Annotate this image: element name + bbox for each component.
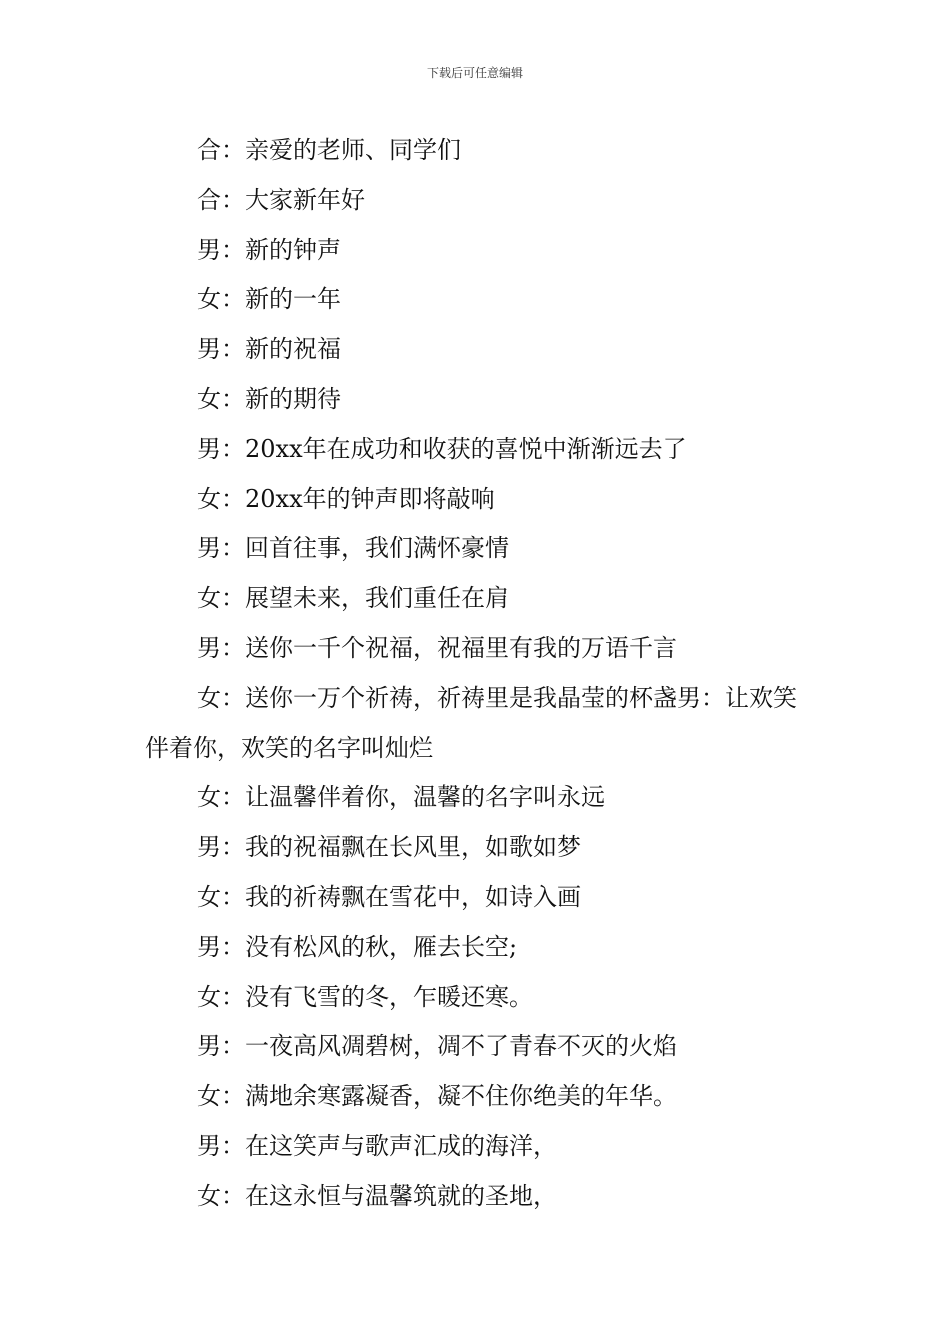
dialogue-line: 女：让温馨伴着你，温馨的名字叫永远 — [197, 783, 605, 812]
dialogue-line: 女：满地余寒露凝香，凝不住你绝美的年华。 — [197, 1082, 677, 1111]
dialogue-line: 男：送你一千个祝福，祝福里有我的万语千言 — [197, 633, 677, 662]
dialogue-line: 女：新的一年 — [197, 285, 341, 314]
dialogue-line: 男：在这笑声与歌声汇成的海洋， — [197, 1131, 557, 1160]
dialogue-line: 男：新的钟声 — [197, 235, 341, 264]
dialogue-line: 男：我的祝福飘在长风里，如歌如梦 — [197, 833, 581, 862]
dialogue-line: 女：没有飞雪的冬，乍暖还寒。 — [197, 982, 533, 1011]
dialogue-line: 男：回首往事，我们满怀豪情 — [197, 534, 509, 563]
dialogue-line: 男：没有松风的秋，雁去长空; — [197, 932, 518, 961]
dialogue-line: 女：展望未来，我们重任在肩 — [197, 584, 509, 613]
dialogue-line: 女：送你一万个祈祷，祈祷里是我晶莹的杯盏男：让欢笑伴着你，欢笑的名字叫灿烂 — [145, 683, 797, 762]
document-body — [145, 126, 810, 1222]
dialogue-line: 女：20xx年的钟声即将敲响 — [197, 484, 495, 513]
dialogue-line: 女：新的期待 — [197, 384, 341, 413]
dialogue-line: 男：一夜高风凋碧树，凋不了青春不灭的火焰 — [197, 1032, 677, 1061]
dialogue-line: 合：大家新年好 — [197, 185, 365, 214]
page-header: 下载后可任意编辑 — [426, 66, 523, 80]
dialogue-line: 女：在这永恒与温馨筑就的圣地， — [197, 1181, 557, 1210]
dialogue-line: 女：我的祈祷飘在雪花中，如诗入画 — [197, 882, 581, 911]
dialogue-line: 男：新的祝福 — [197, 335, 341, 364]
dialogue-line: 合：亲爱的老师、同学们 — [197, 136, 461, 164]
dialogue-line: 男：20xx年在成功和收获的喜悦中渐渐远去了 — [197, 434, 687, 463]
